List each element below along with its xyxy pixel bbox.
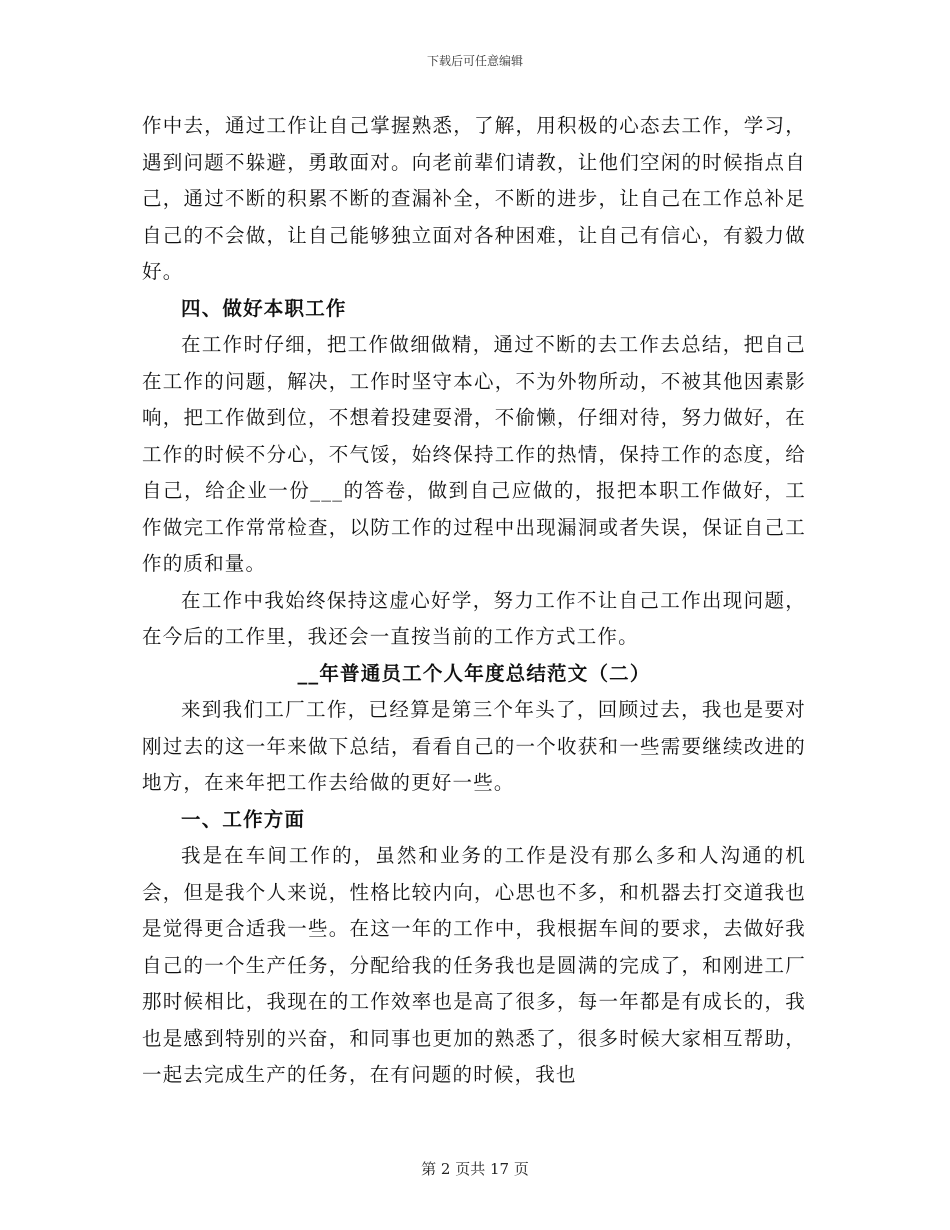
paragraph-continuation: 作中去，通过工作让自己掌握熟悉，了解，用积极的心态去工作，学习，遇到问题不躲避，勇敢面对。向老前辈们请教，让他们空闲的时候指点自己，通过不断的积累不断的查漏补全，不断的进步，让自己在工作总补足自己的不会做，让自己能够独立面对各种困难，让自己有信心，有毅力做好。: [142, 114, 806, 283]
article-title-two: __年普通员工个人年度总结范文（二）: [297, 661, 651, 685]
paragraph-intro: 来到我们工厂工作，已经算是第三个年头了，回顾过去，我也是要对刚过去的这一年来做下总结，看看自己的一个收获和一些需要继续改进的地方，在来年把工作去给做的更好一些。: [142, 698, 806, 794]
page-number: 第 2 页共 17 页: [421, 1160, 529, 1178]
section-heading-one: 一、工作方面: [181, 807, 306, 831]
paragraph-attitude: 在工作中我始终保持这虚心好学，努力工作不让自己工作出现问题，在今后的工作里，我还会一直按当前的工作方式工作。: [142, 588, 806, 648]
section-heading-four: 四、做好本职工作: [181, 296, 347, 320]
document-body: [142, 108, 806, 1094]
page-header: 下载后可任意编辑: [426, 54, 523, 68]
paragraph-duty: 在工作时仔细，把工作做细做精，通过不断的去工作去总结，把自己在工作的问题，解决，工作时坚守本心，不为外物所动，不被其他因素影响，把工作做到位，不想着投建耍滑，不偷懒，仔细对待，努力做好，在工作的时候不分心，不气馁，始终保持工作的热情，保持工作的态度，给自己，给企业一份___的答卷，做到自己应做的，报把本职工作做好，工作做完工作常常检查，以防工作的过程中出现漏洞或者失误，保证自己工作的质和量。: [142, 333, 806, 575]
paragraph-work: 我是在车间工作的，虽然和业务的工作是没有那么多和人沟通的机会，但是我个人来说，性格比较内向，心思也不多，和机器去打交道我也是觉得更合适我一些。在这一年的工作中，我根据车间的要求，去做好我自己的一个生产任务，分配给我的任务我也是圆满的完成了，和刚进工厂那时候相比，我现在的工作效率也是高了很多，每一年都是有成长的，我也是感到特别的兴奋，和同事也更加的熟悉了，很多时候大家相互帮助，一起去完成生产的任务，在有问题的时候，我也: [142, 844, 806, 1086]
